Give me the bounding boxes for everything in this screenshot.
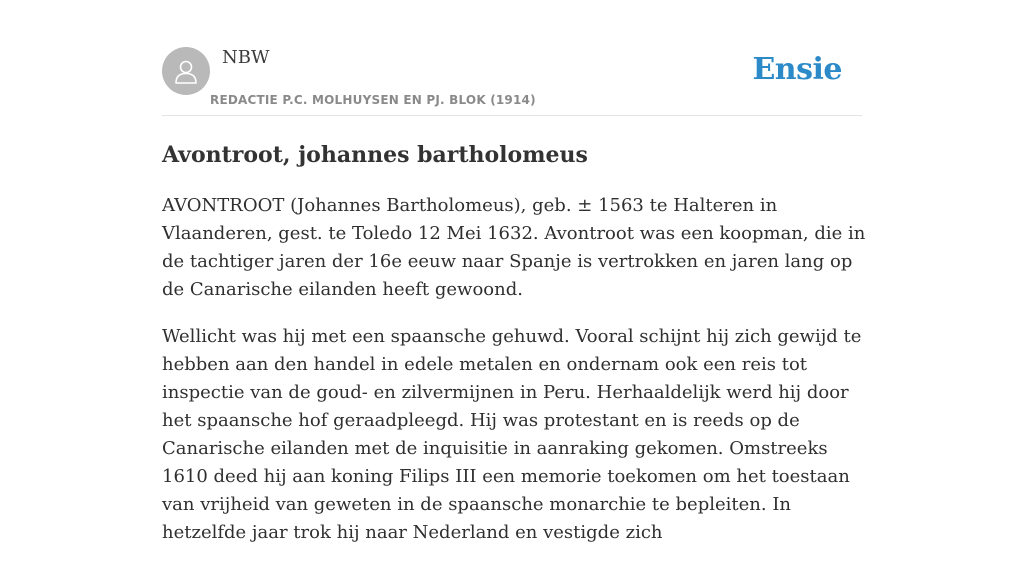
- article-body: [162, 192, 872, 566]
- author-name[interactable]: NBW: [222, 47, 270, 68]
- article-header: [162, 46, 862, 116]
- article-paragraph: Wellicht was hij met een spaansche gehuwd. Vooral schijnt hij zich gewijd te hebben aan den handel in edele metalen en ondernam ook een reis tot inspectie van de goud- en zilvermijnen in Peru. Herhaaldelijk werd hij door het spaansche hof geraadpleegd. Hij was protestant en is reeds op de Canarische eilanden met de inquisitie in aanraking gekomen. Omstreeks 1610 deed hij aan koning Filips III een memorie toekomen om het toestaan van vrijheid van geweten in de spaansche monarchie te bepleiten. In hetzelfde jaar trok hij naar Nederland en vestigde zich: [162, 326, 862, 543]
- user-icon: [171, 56, 201, 86]
- brand-logo[interactable]: Ensie: [752, 52, 842, 87]
- author-avatar[interactable]: [162, 47, 210, 95]
- article-paragraph: AVONTROOT (Johannes Bartholomeus), geb. ± 1563 te Halteren in Vlaanderen, gest. te Toledo 12 Mei 1632. Avontroot was een koopman, die in de tachtiger jaren der 16e eeuw naar Spanje is vertrokken en jaren lang op de Canarische eilanden heeft gewoond.: [162, 195, 866, 300]
- source-attribution: REDACTIE P.C. MOLHUYSEN EN PJ. BLOK (1914): [210, 93, 536, 107]
- article-title: Avontroot, johannes bartholomeus: [162, 142, 588, 168]
